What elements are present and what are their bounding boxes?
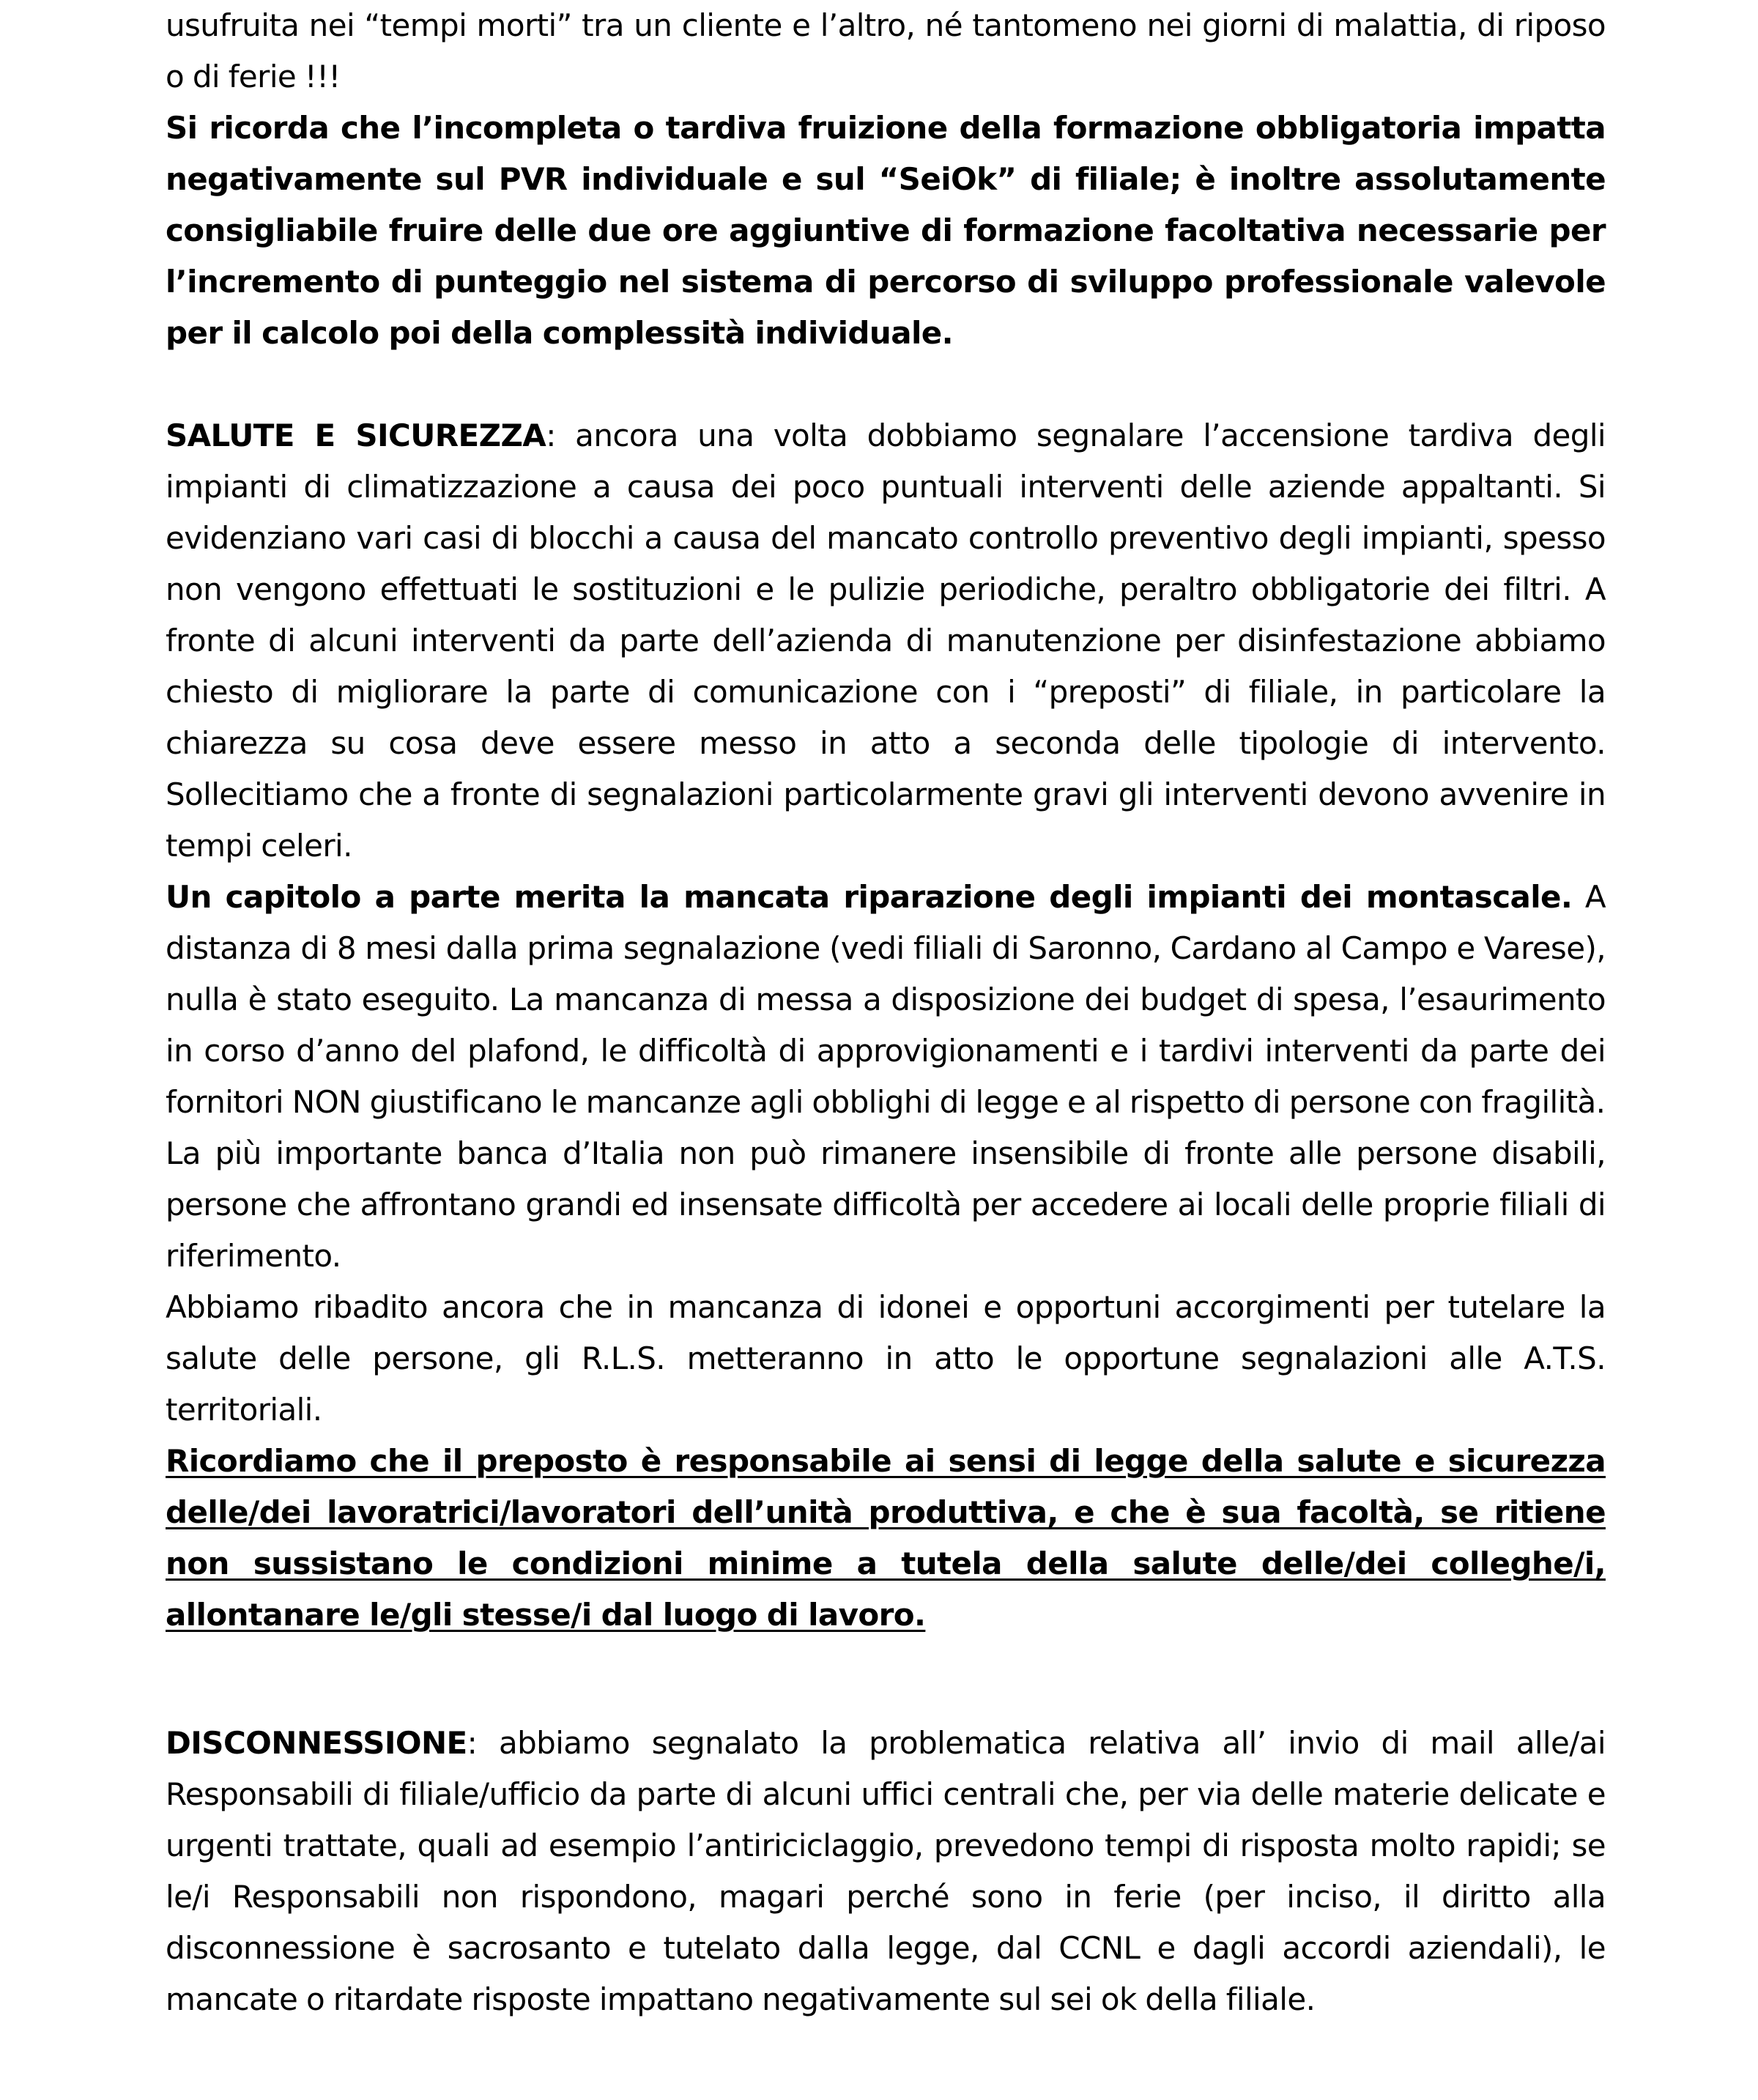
spacer bbox=[166, 359, 1606, 410]
document-page bbox=[166, 0, 1606, 2100]
training-reminder: Si ricorda che l’incompleta o tardiva fruizione della formazione obbligatoria impatta negativamente sul PVR individuale e sul “SeiOk” di filiale; è inoltre assolutamente consigliabile fruire delle due ore aggiuntive di formazione facoltativa necessarie per l’incremento di punteggio nel sistema di percorso di sviluppo professionale valevole per il calcolo poi della complessità individuale. bbox=[166, 110, 1606, 351]
intro-continuation: usufruita nei “tempi morti” tra un cliente e l’altro, né tantomeno nei giorni di malattia, di riposo o di ferie !!! bbox=[166, 7, 1606, 94]
salute-text: : ancora una volta dobbiamo segnalare l’accensione tardiva degli impianti di climatizzazione a causa dei poco puntuali interventi delle aziende appaltanti. Si evidenziano vari casi di blocchi a causa del mancato controllo preventivo degli impianti, spesso non vengono effettuati le sostituzioni e le pulizie periodiche, peraltro obbligatorie dei filtri. A fronte di alcuni interventi da parte dell’azienda di manutenzione per disinfestazione abbiamo chiesto di migliorare la parte di comunicazione con i “preposti” di filiale, in particolare la chiarezza su cosa deve essere messo in atto a seconda delle tipologie di intervento. Sollecitiamo che a fronte di segnalazioni particolarmente gravi gli interventi devono avvenire in tempi celeri. bbox=[166, 418, 1606, 864]
rls-paragraph: Abbiamo ribadito ancora che in mancanza di idonei e opportuni accorgimenti per tutelare la salute delle persone, gli R.L.S. metteranno in atto le opportune segnalazioni alle A.T.S. territoriali. bbox=[166, 1289, 1606, 1428]
montascale-paragraph bbox=[166, 872, 1606, 1128]
spacer bbox=[166, 1641, 1606, 1718]
disconnessione-heading: DISCONNESSIONE bbox=[166, 1725, 467, 1761]
disconnessione-text: : abbiamo segnalato la problematica relativa all’ invio di mail alle/ai Responsabili di filiale/ufficio da parte di alcuni uffici centrali che, per via delle materie delicate e urgenti trattate, quali ad esempio l’antiriciclaggio, prevedono tempi di risposta molto rapidi; se le/i Responsabili non rispondono, magari perché sono in ferie (per inciso, il diritto alla disconnessione è sacrosanto e tutelato dalla legge, dal CCNL e dagli accordi aziendali), le mancate o ritardate risposte impattano negativamente sul sei ok della filiale. bbox=[166, 1725, 1606, 2017]
disconnessione-section bbox=[166, 1718, 1606, 2025]
preposto-paragraph: Ricordiamo che il preposto è responsabile ai sensi di legge della salute e sicurezza delle/dei lavoratrici/lavoratori dell’unità produttiva, e che è sua facoltà, se ritiene non sussistano le condizioni minime a tutela della salute delle/dei colleghe/i, allontanare le/gli stesse/i dal luogo di lavoro. bbox=[166, 1443, 1606, 1633]
salute-heading: SALUTE E SICUREZZA bbox=[166, 418, 546, 453]
intro-section bbox=[166, 0, 1606, 359]
salute-paragraph bbox=[166, 410, 1606, 872]
montascale-text: A distanza di 8 mesi dalla prima segnalazione (vedi filiali di Saronno, Cardano al Campo e Varese), nulla è stato eseguito. La mancanza di messa a disposizione dei budget di spesa, l’esaurimento in corso d’anno del plafond, le difficoltà di approvigionamenti e i tardivi interventi da parte dei fornitori NON giustificano le mancanze agli obblighi di legge e al rispetto di persone con fragilità. bbox=[166, 879, 1606, 1120]
salute-section bbox=[166, 410, 1606, 1641]
banca-paragraph: La più importante banca d’Italia non può rimanere insensibile di fronte alle persone disabili, persone che affrontano grandi ed insensate difficoltà per accedere ai locali delle proprie filiali di riferimento. bbox=[166, 1135, 1606, 1274]
montascale-bold: Un capitolo a parte merita la mancata riparazione degli impianti dei montascale. bbox=[166, 879, 1573, 915]
disconnessione-paragraph bbox=[166, 1718, 1606, 2025]
